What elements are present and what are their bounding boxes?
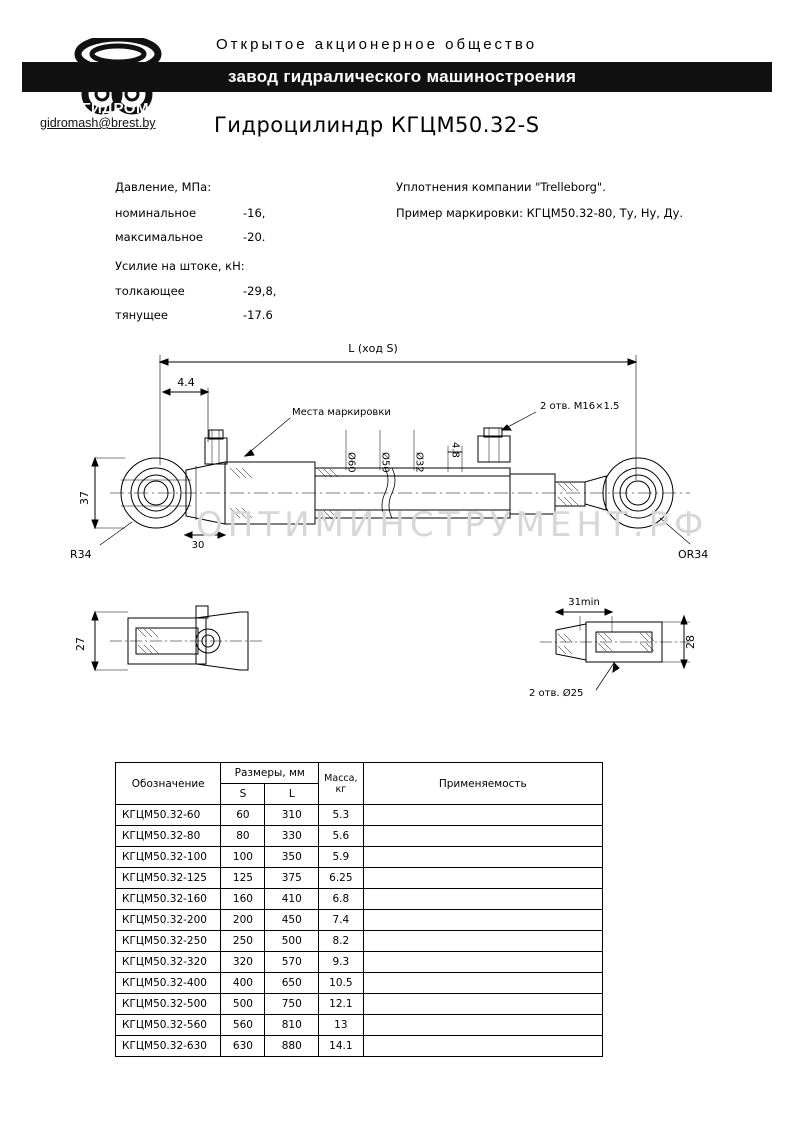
cell-l: 810 [265,1015,319,1036]
pull-value: -17.6 [243,308,273,322]
cell-applicability [363,994,602,1015]
page-title: Гидроцилиндр КГЦМ50.32-S [214,113,540,137]
header-applicability: Применяемость [363,763,602,805]
cell-l: 750 [265,994,319,1015]
email-link[interactable]: gidromash@brest.by [40,116,156,130]
label-dim-31min: 31min [568,597,600,608]
cell-designation: КГЦМ50.32-630 [116,1036,221,1057]
cell-applicability [363,826,602,847]
company-name-text: завод гидралического машиностроения [228,67,577,86]
marking-example: Пример маркировки: КГЦМ50.32-80, Ту, Ну, Ду. [396,206,684,220]
cell-l: 880 [265,1036,319,1057]
header-mass [319,763,363,805]
cell-applicability [363,910,602,931]
max-label: максимальное [115,230,203,244]
cell-designation: КГЦМ50.32-400 [116,973,221,994]
watermark-text: ОПТИМИНСТРУМЕНТ.РФ [196,505,709,545]
table-row[interactable] [116,952,603,973]
table-row[interactable] [116,910,603,931]
cell-l: 330 [265,826,319,847]
cell-designation: КГЦМ50.32-80 [116,826,221,847]
push-label: толкающее [115,284,185,298]
cell-s: 630 [221,1036,265,1057]
cell-applicability [363,847,602,868]
cell-s: 125 [221,868,265,889]
cell-applicability [363,973,602,994]
cell-mass: 7.4 [319,910,363,931]
cell-s: 80 [221,826,265,847]
cell-designation: КГЦМ50.32-100 [116,847,221,868]
label-dim-37: 37 [78,491,91,505]
table-row[interactable] [116,931,603,952]
cell-designation: КГЦМ50.32-320 [116,952,221,973]
cell-mass: 5.9 [319,847,363,868]
cell-applicability [363,1015,602,1036]
cell-l: 410 [265,889,319,910]
cell-mass: 6.8 [319,889,363,910]
label-or34: OR34 [678,548,709,561]
table-row[interactable] [116,805,603,826]
label-dim-28: 28 [684,635,697,649]
cell-l: 310 [265,805,319,826]
dimensions-table-wrap [115,762,603,1057]
cell-designation: КГЦМ50.32-250 [116,931,221,952]
nominal-value: -16, [243,206,266,220]
label-d60: Ø60 [345,452,357,473]
label-dim-27: 27 [74,637,87,651]
cell-s: 500 [221,994,265,1015]
cell-mass: 14.1 [319,1036,363,1057]
cell-applicability [363,952,602,973]
cell-designation: КГЦМ50.32-560 [116,1015,221,1036]
cell-applicability [363,931,602,952]
cell-mass: 5.6 [319,826,363,847]
cell-l: 570 [265,952,319,973]
label-holes-d25: 2 отв. Ø25 [529,688,584,699]
cell-mass: 12.1 [319,994,363,1015]
pressure-label: Давление, МПа: [115,180,212,194]
header-sizes: Размеры, мм [221,763,319,784]
cell-designation: КГЦМ50.32-200 [116,910,221,931]
max-value: -20. [243,230,266,244]
company-type-text: Открытое акционерное общество [216,36,538,53]
cell-l: 500 [265,931,319,952]
label-marking-place: Места маркировки [292,407,391,418]
label-r34: R34 [70,548,92,561]
cell-l: 350 [265,847,319,868]
nominal-label: номинальное [115,206,197,220]
company-logo [22,38,207,116]
label-d50: Ø50 [379,452,391,473]
header-s: S [221,784,265,805]
table-row[interactable] [116,826,603,847]
table-body [116,805,603,1057]
cell-l: 375 [265,868,319,889]
header-mass-line2: кг [335,783,347,795]
cell-mass: 13 [319,1015,363,1036]
table-header-row-1 [116,763,603,784]
label-dim-44: 4.4 [177,376,195,389]
cell-designation: КГЦМ50.32-125 [116,868,221,889]
label-holes-m16: 2 отв. М16×1.5 [540,401,620,412]
table-row[interactable] [116,847,603,868]
cell-s: 200 [221,910,265,931]
cell-mass: 6.25 [319,868,363,889]
cell-s: 250 [221,931,265,952]
cell-applicability [363,805,602,826]
cell-designation: КГЦМ50.32-500 [116,994,221,1015]
table-row[interactable] [116,1015,603,1036]
label-dim-30: 30 [191,540,205,551]
force-label: Усилие на штоке, кН: [115,259,245,273]
cell-applicability [363,1036,602,1057]
pull-label: тянущее [115,308,168,322]
seals-note: Уплотнения компании "Trelleborg". [396,180,606,194]
header-l: L [265,784,319,805]
table-row[interactable] [116,994,603,1015]
table-row[interactable] [116,868,603,889]
header-mass-line1: Масса, [324,772,358,784]
cell-mass: 8.2 [319,931,363,952]
push-value: -29,8, [243,284,277,298]
cell-s: 100 [221,847,265,868]
page-header [0,0,793,150]
header-designation: Обозначение [116,763,221,805]
cell-designation: КГЦМ50.32-160 [116,889,221,910]
logo-wordmark: ГИДРОМАШ [82,100,176,117]
cell-s: 320 [221,952,265,973]
cell-l: 650 [265,973,319,994]
cell-mass: 10.5 [319,973,363,994]
cell-applicability [363,889,602,910]
cell-designation: КГЦМ50.32-60 [116,805,221,826]
dimensions-table [115,762,603,1057]
label-dim-48: 4.8 [449,442,461,458]
label-stroke: L (ход S) [348,342,398,355]
cell-mass: 5.3 [319,805,363,826]
cell-l: 450 [265,910,319,931]
cell-applicability [363,868,602,889]
table-row[interactable] [116,1036,603,1057]
cell-s: 400 [221,973,265,994]
cell-mass: 9.3 [319,952,363,973]
table-row[interactable] [116,973,603,994]
label-d32: Ø32 [413,452,425,473]
cell-s: 160 [221,889,265,910]
cell-s: 560 [221,1015,265,1036]
table-row[interactable] [116,889,603,910]
cell-s: 60 [221,805,265,826]
